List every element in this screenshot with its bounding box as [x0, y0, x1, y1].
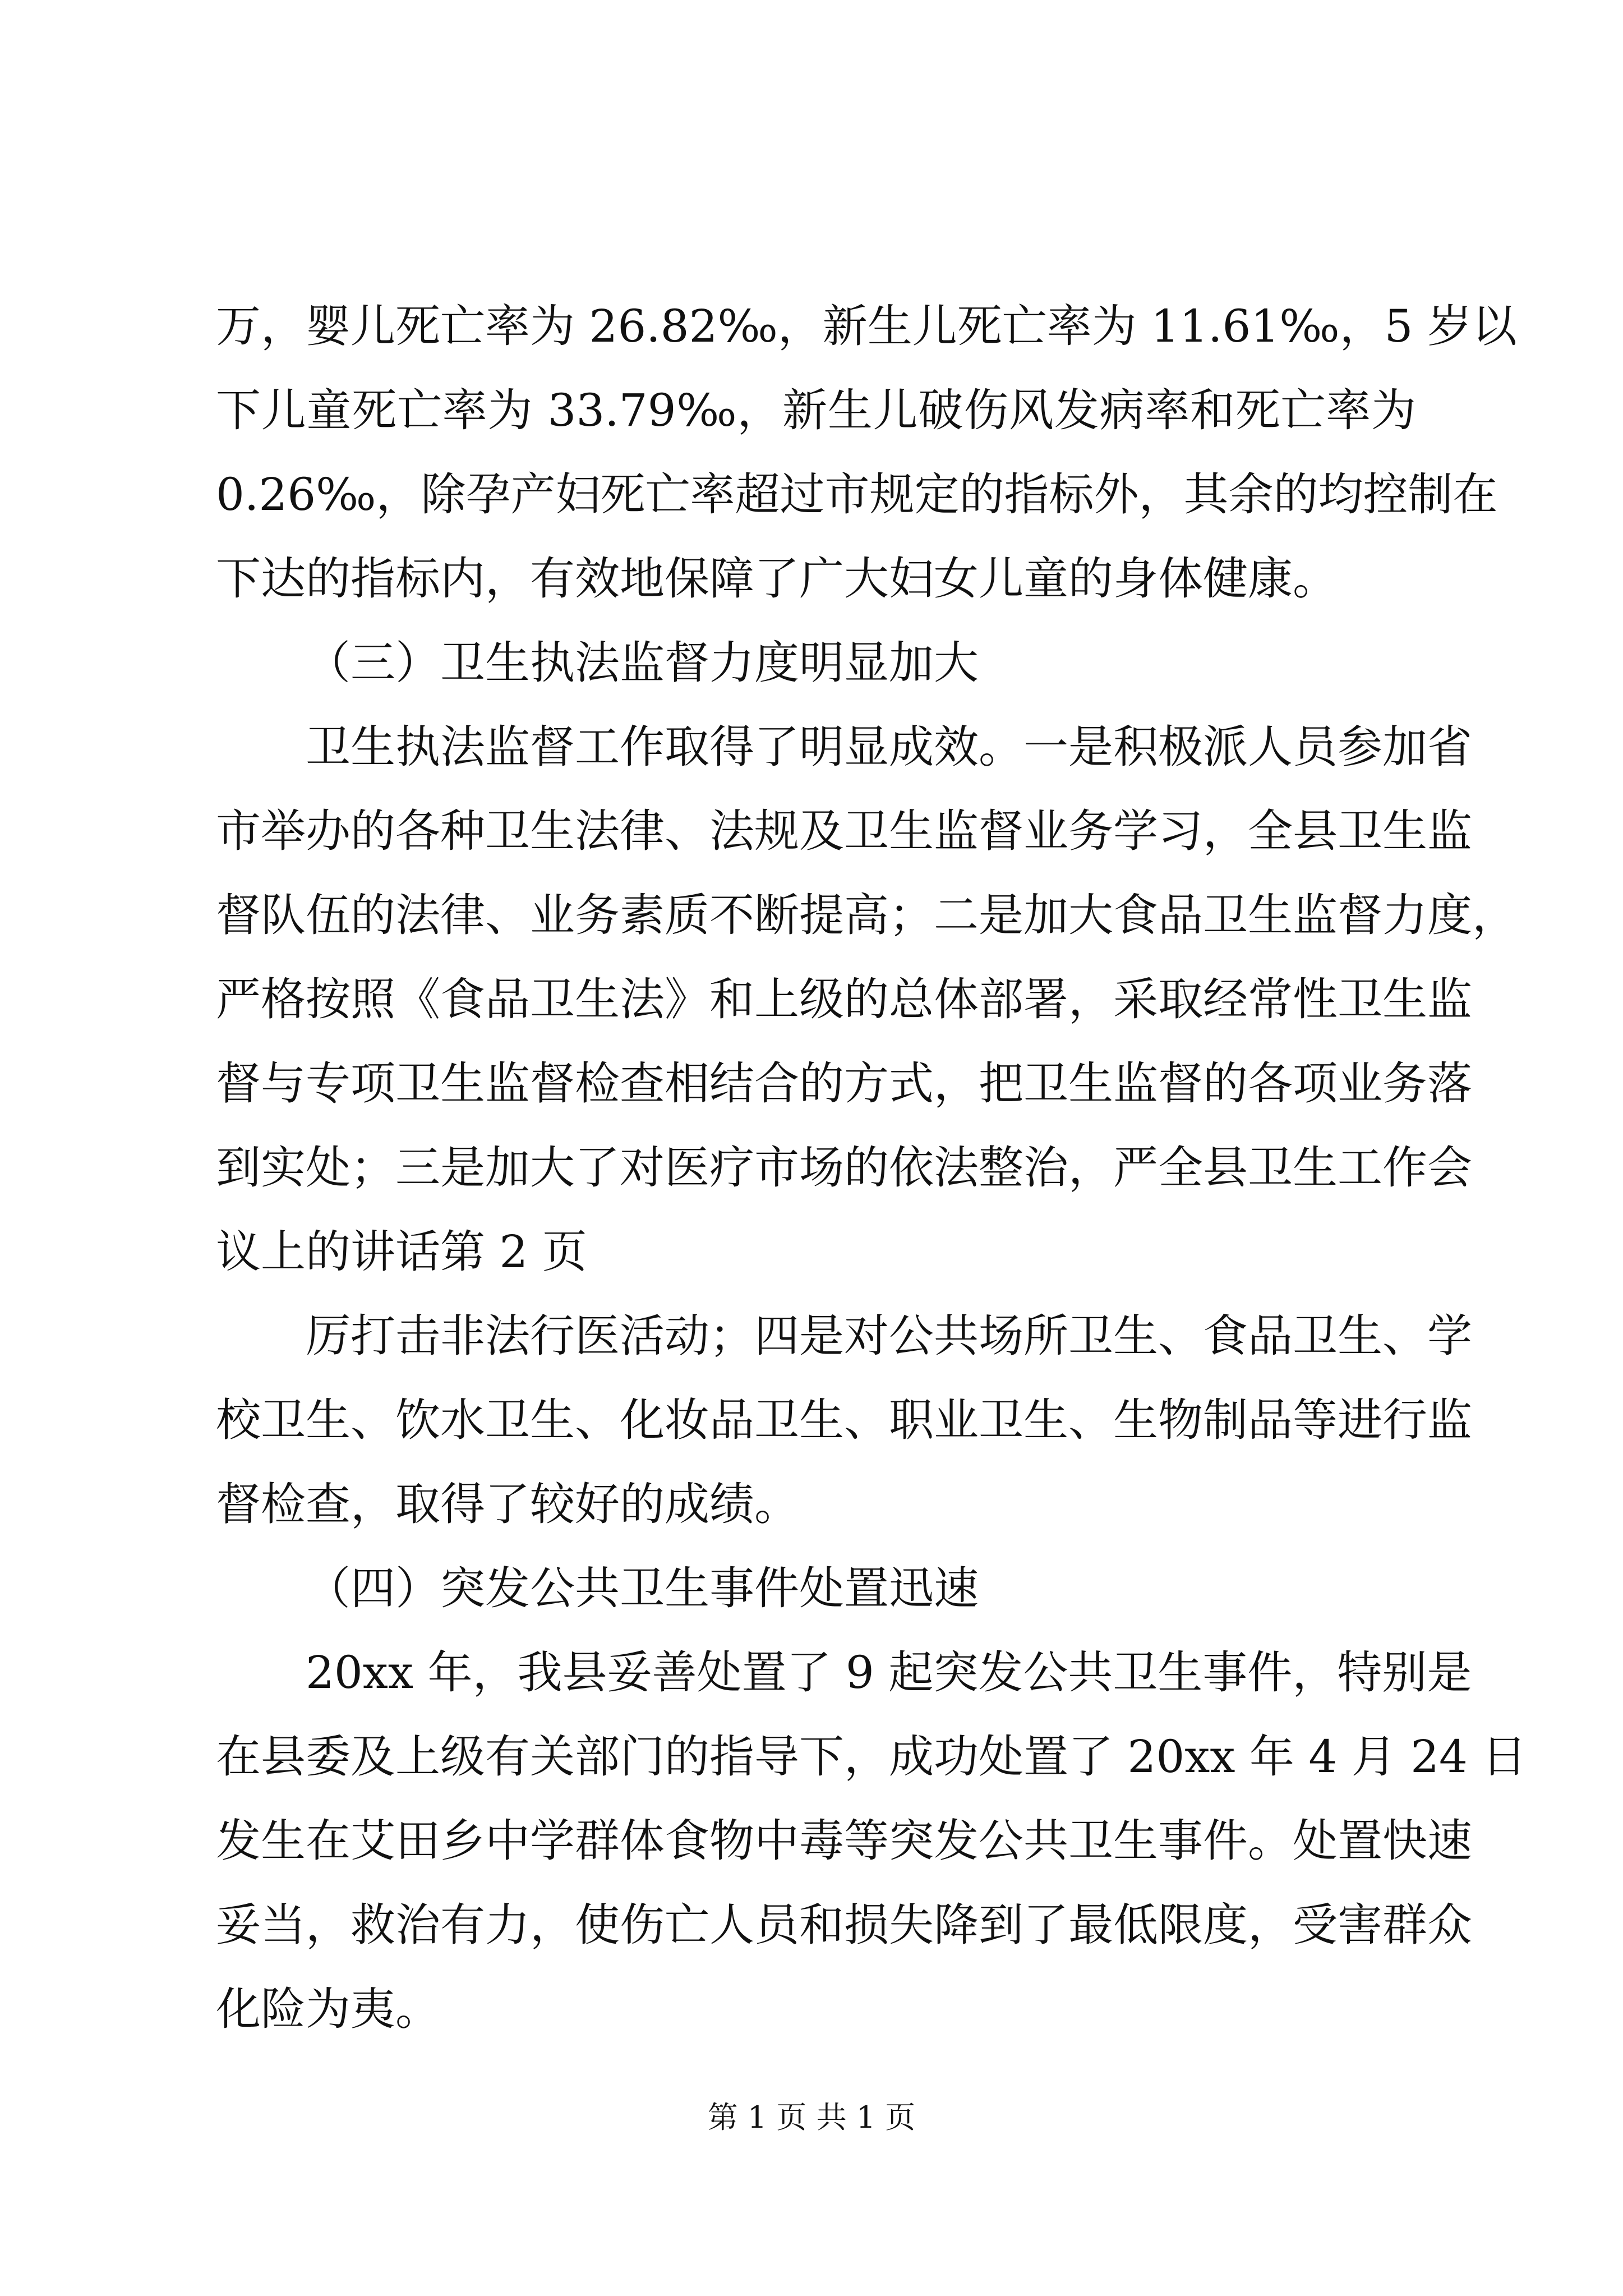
- paragraph-line: 在县委及上级有关部门的指导下，成功处置了 20xx 年 4 月 24 日: [216, 1731, 1527, 1783]
- paragraph-line: 万，婴儿死亡率为 26.82‰，新生儿死亡率为 11.61‰，5 岁以: [216, 300, 1517, 352]
- paragraph-line: 市举办的各种卫生法律、法规及卫生监督业务学习，全县卫生监: [216, 805, 1472, 857]
- paragraph-line: 督队伍的法律、业务素质不断提高；二是加大食品卫生监督力度，: [216, 889, 1517, 941]
- paragraph-line: 严格按照《食品卫生法》和上级的总体部署，采取经常性卫生监: [216, 973, 1472, 1025]
- paragraph-line: 化险为夷。: [216, 1983, 440, 2035]
- paragraph-line: 下达的指标内，有效地保障了广大妇女儿童的身体健康。: [216, 553, 1338, 605]
- paragraph-line: 0.26‰，除孕产妇死亡率超过市规定的指标外，其余的均控制在: [216, 468, 1498, 521]
- paragraph-line: 卫生执法监督工作取得了明显成效。一是积极派人员参加省: [306, 721, 1472, 773]
- paragraph-line: 下儿童死亡率为 33.79‰，新生儿破伤风发病率和死亡率为: [216, 384, 1416, 436]
- paragraph-line: 校卫生、饮水卫生、化妆品卫生、职业卫生、生物制品等进行监: [216, 1394, 1472, 1446]
- section-heading: （四）突发公共卫生事件处置迅速: [306, 1562, 979, 1614]
- paragraph-line: 督检查，取得了较好的成绩。: [216, 1478, 799, 1530]
- section-heading: （三）卫生执法监督力度明显加大: [306, 637, 979, 689]
- paragraph-line: 发生在艾田乡中学群体食物中毒等突发公共卫生事件。处置快速: [216, 1815, 1472, 1867]
- paragraph-line: 20xx 年，我县妥善处置了 9 起突发公共卫生事件，特别是: [306, 1646, 1472, 1699]
- paragraph-line: 妥当，救治有力，使伤亡人员和损失降到了最低限度，受害群众: [216, 1899, 1472, 1951]
- paragraph-line: 到实处；三是加大了对医疗市场的依法整治，严全县卫生工作会: [216, 1142, 1472, 1194]
- paragraph-line: 议上的讲话第 2 页: [216, 1226, 587, 1278]
- page-footer: 第 1 页 共 1 页: [707, 2100, 916, 2135]
- paragraph-line: 厉打击非法行医活动；四是对公共场所卫生、食品卫生、学: [306, 1310, 1472, 1362]
- paragraph-line: 督与专项卫生监督检查相结合的方式，把卫生监督的各项业务落: [216, 1057, 1472, 1110]
